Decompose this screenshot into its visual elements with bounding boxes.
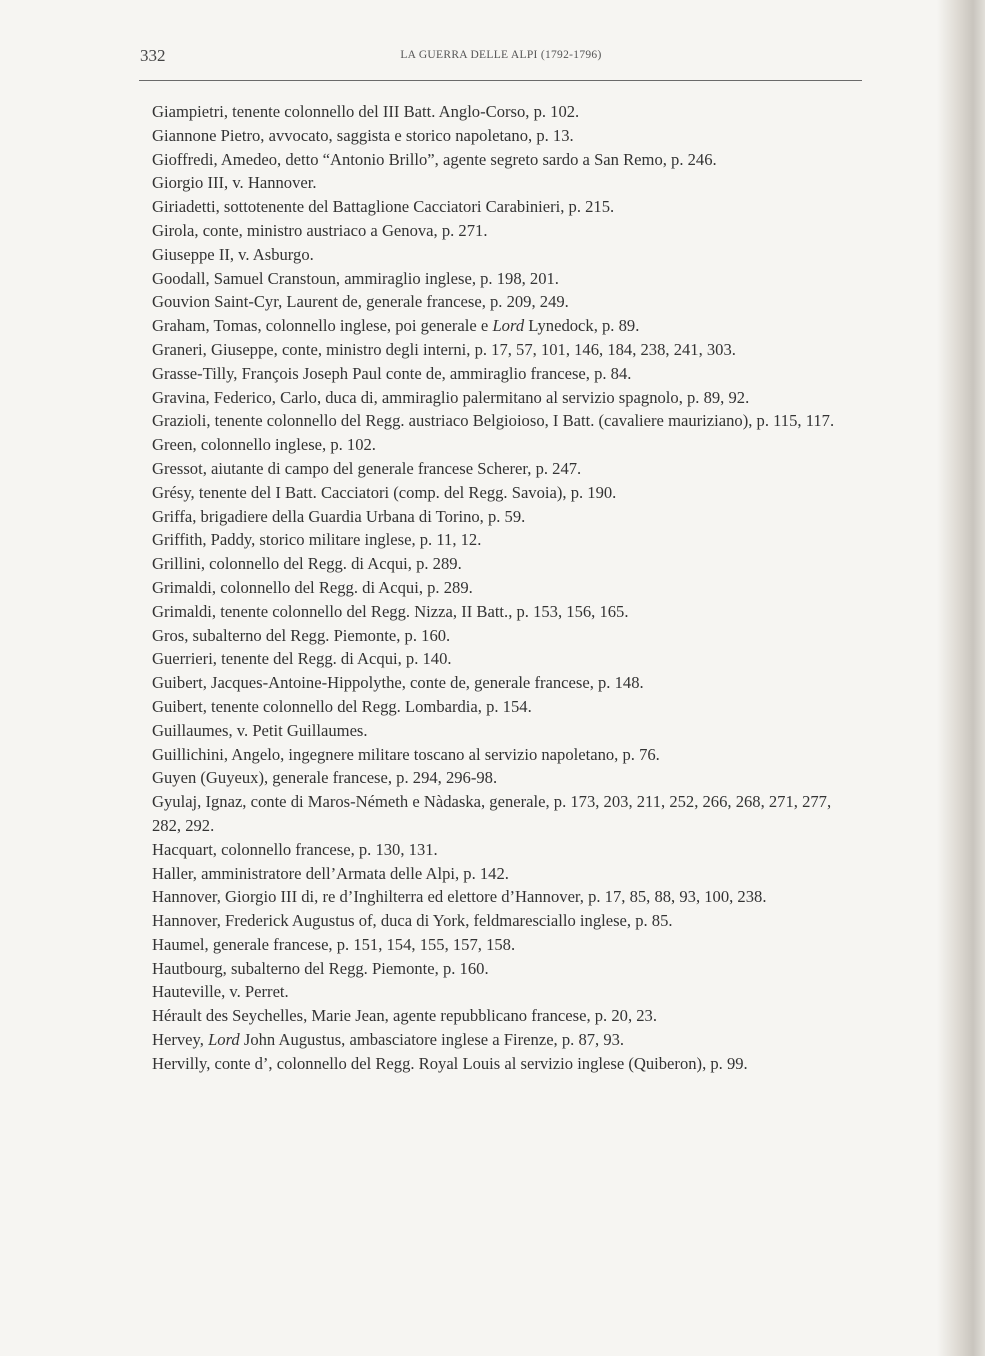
index-entry-text: Gouvion Saint-Cyr, Laurent de, generale francese, p. 209, 249. <box>152 292 569 312</box>
index-entry-text: Guibert, tenente colonnello del Regg. Lombardia, p. 154. <box>152 696 532 716</box>
index-entry <box>152 528 862 552</box>
index-entry-text: Guerrieri, tenente del Regg. di Acqui, p. 140. <box>152 649 452 669</box>
index-entry <box>152 505 862 529</box>
index-entry-text: Giuseppe II, v. Asburgo. <box>152 244 314 264</box>
index-entry-text: Haller, amministratore dell’Armata delle Alpi, p. 142. <box>152 863 509 883</box>
index-entry <box>152 838 862 862</box>
index-entry-text: Guibert, Jacques-Antoine-Hippolythe, conte de, generale francese, p. 148. <box>152 673 644 693</box>
index-entry <box>152 647 862 671</box>
index-entry-text: Girola, conte, ministro austriaco a Genova, p. 271. <box>152 220 488 240</box>
index-entry-text: Goodall, Samuel Cranstoun, ammiraglio inglese, p. 198, 201. <box>152 268 559 288</box>
index-entry <box>152 766 862 790</box>
index-entry-text: Giriadetti, sottotenente del Battaglione Cacciatori Carabinieri, p. 215. <box>152 197 615 217</box>
index-entry-text: Hacquart, colonnello francese, p. 130, 131. <box>152 839 438 859</box>
index-entry-text: Hannover, Giorgio III di, re d’Inghilterra ed elettore d’Hannover, p. 17, 85, 88, 93, 100, 238. <box>152 887 767 907</box>
index-entry-text: Grazioli, tenente colonnello del Regg. austriaco Belgioioso, I Batt. (cavaliere mauriziano), p. 115, 117. <box>152 411 835 431</box>
index-entry-text: Grimaldi, colonnello del Regg. di Acqui, p. 289. <box>152 577 473 597</box>
index-entry-text: Grimaldi, tenente colonnello del Regg. Nizza, II Batt., p. 153, 156, 165. <box>152 601 629 621</box>
index-entry <box>152 695 862 719</box>
running-title: LA GUERRA DELLE ALPI (1792-1796) <box>400 49 602 61</box>
index-entry <box>152 790 862 838</box>
index-entry <box>152 219 862 243</box>
index-entry <box>152 243 862 267</box>
index-entry-text: Giorgio III, v. Hannover. <box>152 173 317 193</box>
index-entry-italic-text: Lord <box>208 1030 240 1050</box>
page-gutter-shadow <box>937 0 985 1356</box>
index-entry-text: Hervey, <box>152 1030 209 1050</box>
index-entry <box>152 1004 862 1028</box>
index-entry <box>152 552 862 576</box>
page-number: 332 <box>140 46 166 65</box>
index-entry <box>152 1028 862 1052</box>
index-entry-text: Hauteville, v. Perret. <box>152 982 289 1002</box>
index-entry <box>152 433 862 457</box>
index-entry-text: John Augustus, ambasciatore inglese a Firenze, p. 87, 93. <box>239 1030 625 1050</box>
index-entry-text: Gros, subalterno del Regg. Piemonte, p. 160. <box>152 625 451 645</box>
index-entry-text: Green, colonnello inglese, p. 102. <box>152 435 376 455</box>
index-entry <box>152 862 862 886</box>
index-entry-text: Hautbourg, subalterno del Regg. Piemonte, p. 160. <box>152 958 489 978</box>
index-entry-text: Graham, Tomas, colonnello inglese, poi generale e <box>152 316 493 336</box>
index-entry <box>152 148 862 172</box>
index-entry-text: Lynedock, p. 89. <box>524 316 640 336</box>
index-entry <box>152 1052 862 1076</box>
index-entry-text: Grillini, colonnello del Regg. di Acqui, p. 289. <box>152 554 462 574</box>
index-entry <box>152 980 862 1004</box>
index-entry <box>152 362 862 386</box>
index-entry-text: Hérault des Seychelles, Marie Jean, agente repubblicano francese, p. 20, 23. <box>152 1006 657 1026</box>
index-entry <box>152 719 862 743</box>
index-entry <box>152 624 862 648</box>
index-entry <box>152 743 862 767</box>
index-entry <box>152 290 862 314</box>
index-entry-text: Gravina, Federico, Carlo, duca di, ammiraglio palermitano al servizio spagnolo, p. 89, 92. <box>152 387 750 407</box>
index-entry-text: Griffith, Paddy, storico militare inglese, p. 11, 12. <box>152 530 482 550</box>
index-entry <box>152 457 862 481</box>
index-entry-text: Griffa, brigadiere della Guardia Urbana di Torino, p. 59. <box>152 506 526 526</box>
index-entry-text: Gressot, aiutante di campo del generale francese Scherer, p. 247. <box>152 458 582 478</box>
index-entry <box>152 314 862 338</box>
index-entry <box>152 671 862 695</box>
index-entry <box>152 885 862 909</box>
index-entry <box>152 124 862 148</box>
index-entry-text: Gyulaj, Ignaz, conte di Maros-Németh e Nàdaska, generale, p. 173, 203, 211, 252, 266, 268, 271, 277, 282, 292. <box>152 792 832 835</box>
index-entry-text: Graneri, Giuseppe, conte, ministro degli interni, p. 17, 57, 101, 146, 184, 238, 241, 303. <box>152 339 736 359</box>
index-entry <box>152 957 862 981</box>
index-entry <box>152 195 862 219</box>
index-entries <box>152 100 862 1076</box>
index-entry <box>152 481 862 505</box>
index-entry-text: Giampietri, tenente colonnello del III Batt. Anglo-Corso, p. 102. <box>152 102 580 121</box>
index-entry <box>152 171 862 195</box>
index-entry-text: Giannone Pietro, avvocato, saggista e storico napoletano, p. 13. <box>152 125 574 145</box>
running-head <box>140 46 862 70</box>
index-entry <box>152 933 862 957</box>
index-entry <box>152 338 862 362</box>
index-entry <box>152 386 862 410</box>
index-entry <box>152 576 862 600</box>
index-entry <box>152 100 862 124</box>
header-rule <box>139 80 862 81</box>
index-entry-text: Grésy, tenente del I Batt. Cacciatori (comp. del Regg. Savoia), p. 190. <box>152 482 617 502</box>
index-entry-text: Grasse-Tilly, François Joseph Paul conte de, ammiraglio francese, p. 84. <box>152 363 632 383</box>
index-entry-text: Hannover, Frederick Augustus of, duca di York, feldmaresciallo inglese, p. 85. <box>152 911 673 931</box>
index-entry <box>152 409 862 433</box>
index-entry-text: Guyen (Guyeux), generale francese, p. 294, 296-98. <box>152 768 498 788</box>
index-entry-text: Haumel, generale francese, p. 151, 154, 155, 157, 158. <box>152 934 516 954</box>
index-entry <box>152 267 862 291</box>
index-entry-text: Hervilly, conte d’, colonnello del Regg. Royal Louis al servizio inglese (Quiberon), p. 99. <box>152 1053 748 1073</box>
index-entry-text: Guillichini, Angelo, ingegnere militare toscano al servizio napoletano, p. 76. <box>152 744 660 764</box>
index-entry-text: Guillaumes, v. Petit Guillaumes. <box>152 720 368 740</box>
index-entry <box>152 600 862 624</box>
index-entry <box>152 909 862 933</box>
index-entry-text: Gioffredi, Amedeo, detto “Antonio Brillo”, agente segreto sardo a San Remo, p. 246. <box>152 149 717 169</box>
index-entry-italic-text: Lord <box>492 316 525 336</box>
